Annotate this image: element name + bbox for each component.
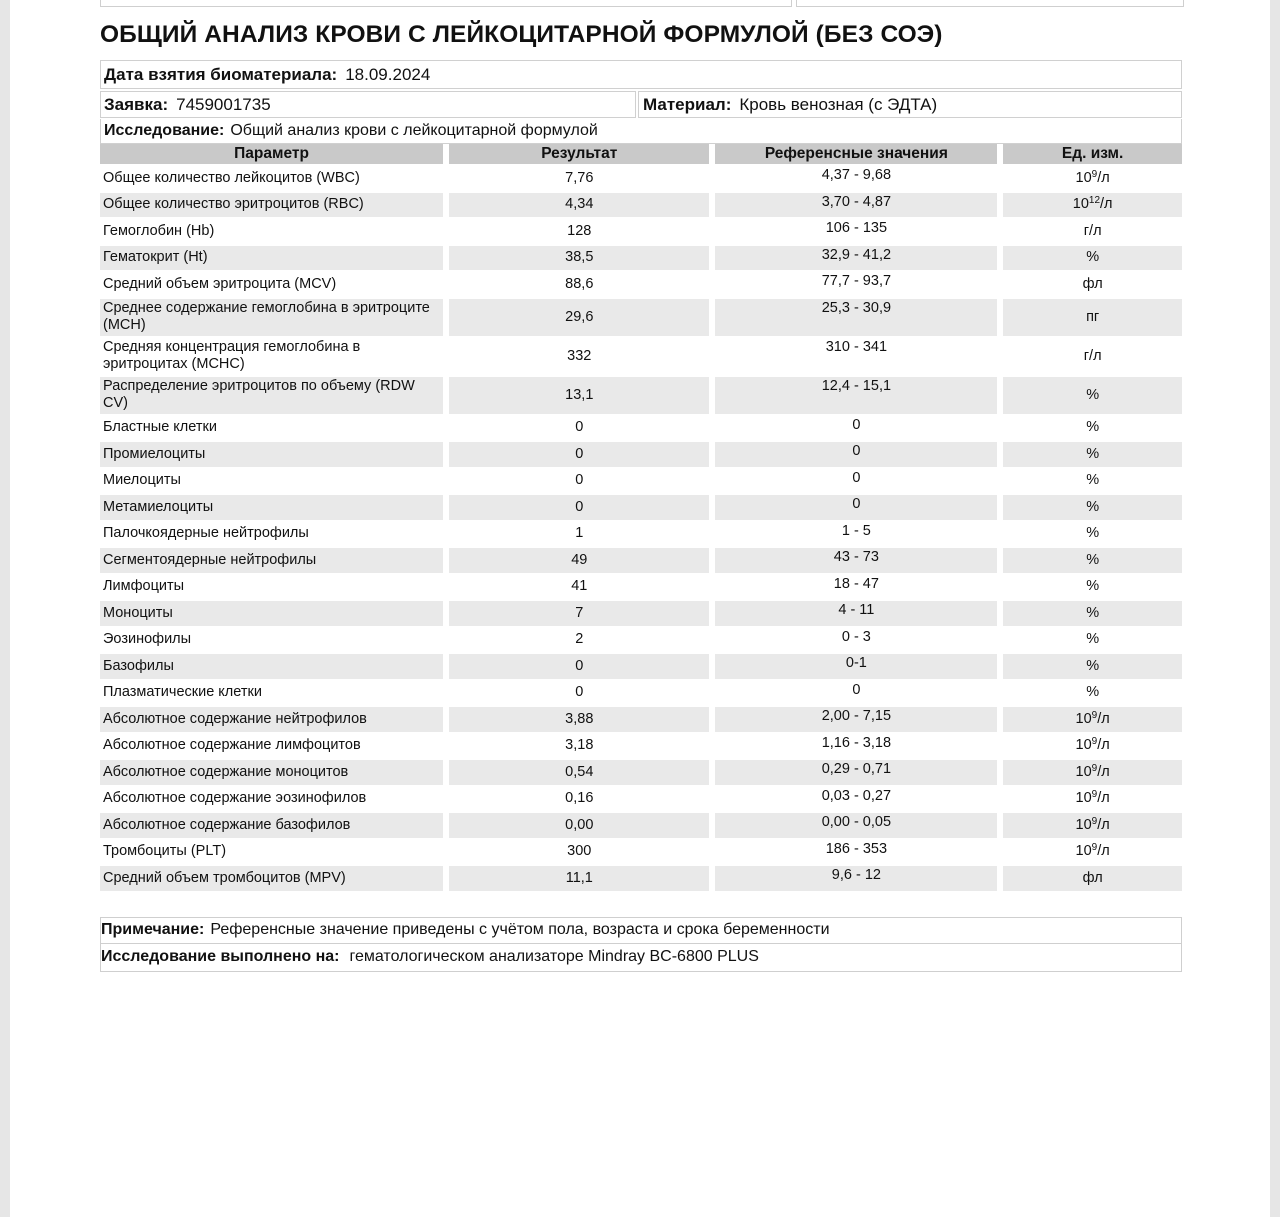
order-material-row [100,90,1182,119]
cell-result: 2 [575,631,584,648]
cell-reference: 9,6 - 12 [715,866,997,891]
note-value: Референсные значение приведены с учётом пола, возраста и срока беременности [210,921,830,938]
collection-date-value: 18.09.2024 [345,64,431,84]
note-row [100,917,1182,944]
cell-unit [1003,760,1182,785]
cell-parameter: Общее количество лейкоцитов (WBC) [103,169,360,186]
cell-unit: % [1003,601,1182,626]
cell-unit: г/л [1083,222,1102,239]
unit-tail: /л [1097,763,1110,780]
cell-reference: 310 - 341 [825,338,888,355]
cell-parameter: Средний объем тромбоцитов (MPV) [100,866,443,891]
cell-unit: пг [1003,299,1182,336]
cell-parameter: Палочкоядерные нейтрофилы [103,525,309,542]
table-row [100,654,1182,679]
cell-result: 38,5 [449,246,709,271]
cropped-header-remnant [100,0,1182,7]
cell-unit: фл [1003,866,1182,891]
cell-unit [1003,840,1182,865]
cell-reference: 77,7 - 93,7 [821,273,892,289]
cell-parameter: Сегментоядерные нейтрофилы [100,548,443,573]
table-row [100,575,1182,600]
cell-reference: 0,29 - 0,71 [715,760,997,785]
cell-parameter: Абсолютное содержание лимфоцитов [103,737,361,754]
cell-result: 3,18 [565,737,594,754]
table-row [100,442,1182,467]
material-cell [638,91,1182,118]
note-label: Примечание: [101,921,205,938]
unit-tail: /л [1097,790,1110,807]
cell-result: 0,00 [449,813,709,838]
unit-exponent: 9 [1091,815,1098,827]
cell-unit: г/л [1083,347,1102,364]
cell-result: 0,16 [565,790,594,807]
cell-unit [1003,734,1182,759]
cell-parameter: Плазматические клетки [103,684,262,701]
cell-unit [1003,193,1182,218]
cell-result: 41 [571,578,588,595]
cell-reference: 25,3 - 30,9 [715,299,997,336]
cell-reference: 1 - 5 [841,522,871,539]
cell-reference: 0-1 [715,654,997,679]
order-label: Заявка: [104,94,169,114]
unit-exponent: 9 [1091,168,1098,180]
unit-exponent: 9 [1091,762,1098,774]
header-unit: Ед. изм. [1003,144,1182,164]
cell-unit: % [1086,684,1100,701]
cell-parameter: Среднее содержание гемоглобина в эритроците (MCH) [100,299,443,336]
cell-result: 3,88 [449,707,709,732]
table-row [100,760,1182,785]
table-row [100,338,1182,375]
cell-unit: % [1086,631,1100,648]
results-header-row [100,144,1182,164]
cell-unit: % [1003,495,1182,520]
order-value: 7459001735 [176,94,271,114]
cell-result: 4,34 [449,193,709,218]
analyzer-value: гематологическом анализаторе Mindray BC-6800 PLUS [349,948,759,965]
cell-result: 0 [575,419,584,436]
cell-parameter: Средний объем эритроцита (MCV) [103,275,337,292]
order-cell [100,91,636,118]
cell-parameter: Тромбоциты (PLT) [103,843,227,860]
study-value: Общий анализ крови с лейкоцитарной формулой [230,122,598,139]
cell-parameter: Миелоциты [103,472,181,489]
table-row [100,628,1182,653]
cell-reference: 0 [715,442,997,467]
table-row [100,219,1182,244]
cell-result: 29,6 [449,299,709,336]
unit-base: 10 [1075,843,1092,860]
material-label: Материал: [643,94,732,114]
cell-result: 0,54 [449,760,709,785]
cell-reference: 0 - 3 [841,628,871,645]
unit-exponent: 9 [1091,736,1098,748]
unit-base: 10 [1075,816,1092,833]
cell-unit: % [1086,578,1100,595]
cell-unit: % [1086,525,1100,542]
cell-result: 49 [449,548,709,573]
cell-parameter: Абсолютное содержание моноцитов [100,760,443,785]
table-row [100,866,1182,891]
cell-unit: % [1003,246,1182,271]
cell-parameter: Гемоглобин (Hb) [103,222,215,239]
cell-reference: 186 - 353 [825,840,888,857]
cell-reference: 32,9 - 41,2 [715,246,997,271]
cell-parameter: Эозинофилы [103,631,192,648]
cell-parameter: Абсолютное содержание эозинофилов [103,790,367,807]
unit-exponent: 9 [1091,842,1098,854]
cell-reference: 0 [852,681,861,698]
unit-base: 10 [1075,710,1092,727]
unit-base: 10 [1075,763,1092,780]
table-row [100,522,1182,547]
cell-result: 300 [567,843,592,860]
collection-date-row [100,60,1182,89]
table-row [100,787,1182,812]
unit-tail: /л [1097,710,1110,727]
table-row [100,166,1182,191]
table-row [100,469,1182,494]
table-row [100,416,1182,441]
cell-parameter: Абсолютное содержание нейтрофилов [100,707,443,732]
cell-parameter: Базофилы [100,654,443,679]
unit-base: 10 [1075,790,1092,807]
cell-result: 7,76 [565,169,594,186]
header-reference: Референсные значения [715,144,997,164]
cell-reference: 43 - 73 [715,548,997,573]
cell-reference: 0,00 - 0,05 [715,813,997,838]
cell-result: 13,1 [449,377,709,414]
cell-reference: 0,03 - 0,27 [821,787,892,804]
study-label: Исследование: [104,122,225,139]
cell-unit: фл [1082,275,1103,292]
cell-unit: % [1086,472,1100,489]
unit-tail: /л [1097,843,1110,860]
cell-unit: % [1003,548,1182,573]
cell-reference: 0 [715,495,997,520]
cell-parameter: Абсолютное содержание базофилов [100,813,443,838]
analyzer-row [100,944,1182,972]
report-content [100,0,1182,972]
cell-reference: 3,70 - 4,87 [715,193,997,218]
cell-result: 1 [575,525,584,542]
unit-tail: /л [1097,737,1110,754]
report-title: ОБЩИЙ АНАЛИЗ КРОВИ С ЛЕЙКОЦИТАРНОЙ ФОРМУЛОЙ (БЕЗ СОЭ) [100,21,943,48]
cell-parameter: Бластные клетки [103,419,217,436]
cell-parameter: Общее количество эритроцитов (RBC) [100,193,443,218]
cell-parameter: Моноциты [100,601,443,626]
table-row [100,813,1182,838]
table-row [100,246,1182,271]
cell-unit: % [1003,377,1182,414]
cell-unit [1003,707,1182,732]
cell-reference: 4 - 11 [715,601,997,626]
analyzer-label: Исследование выполнено на: [101,948,340,965]
collection-date-label: Дата взятия биоматериала: [104,64,338,84]
unit-exponent: 9 [1091,709,1098,721]
cell-reference: 106 - 135 [825,220,888,236]
cell-result: 128 [567,222,592,239]
cell-reference: 0 [852,469,861,486]
cell-unit: % [1086,419,1100,436]
results-table [94,142,1188,893]
cell-unit [1003,813,1182,838]
cell-reference: 18 - 47 [833,575,879,592]
table-row [100,193,1182,218]
table-row [100,601,1182,626]
cell-result: 7 [449,601,709,626]
unit-base: 10 [1075,169,1092,186]
table-row [100,707,1182,732]
unit-tail: /л [1097,169,1110,186]
table-row [100,272,1182,297]
cell-unit [1003,787,1182,812]
material-value: Кровь венозная (с ЭДТА) [739,94,938,114]
unit-tail: /л [1100,196,1113,213]
header-parameter: Параметр [100,144,443,164]
cell-result: 88,6 [565,275,594,292]
cell-parameter: Гематокрит (Ht) [100,246,443,271]
cell-result: 0 [575,472,584,489]
cell-unit: % [1003,654,1182,679]
cell-reference: 1,16 - 3,18 [821,734,892,751]
unit-exponent: 12 [1088,195,1101,207]
cell-reference: 4,37 - 9,68 [821,167,892,183]
table-row [100,377,1182,414]
cell-reference: 2,00 - 7,15 [715,707,997,732]
table-row [100,548,1182,573]
unit-exponent: 9 [1091,789,1098,801]
cell-unit: % [1003,442,1182,467]
cell-result: 11,1 [449,866,709,891]
cell-result: 0 [575,684,584,701]
cell-unit [1003,166,1182,191]
table-row [100,734,1182,759]
cell-result: 0 [449,442,709,467]
table-row [100,495,1182,520]
document-page [10,0,1270,1217]
cell-result: 0 [449,654,709,679]
cell-result: 332 [567,347,592,364]
cell-reference: 12,4 - 15,1 [715,377,997,414]
table-row [100,840,1182,865]
header-result: Результат [449,144,709,164]
unit-base: 10 [1072,196,1089,213]
cell-reference: 0 [852,416,861,433]
cell-parameter: Распределение эритроцитов по объему (RDW CV) [100,377,443,414]
study-row [100,119,1182,144]
table-row [100,299,1182,336]
cell-result: 0 [449,495,709,520]
unit-base: 10 [1075,737,1092,754]
cell-parameter: Промиелоциты [100,442,443,467]
cell-parameter: Метамиелоциты [100,495,443,520]
table-row [100,681,1182,706]
unit-tail: /л [1097,816,1110,833]
cell-parameter: Лимфоциты [103,578,185,595]
cell-parameter: Средняя концентрация гемоглобина в эритроцитах (MCHC) [103,339,361,372]
